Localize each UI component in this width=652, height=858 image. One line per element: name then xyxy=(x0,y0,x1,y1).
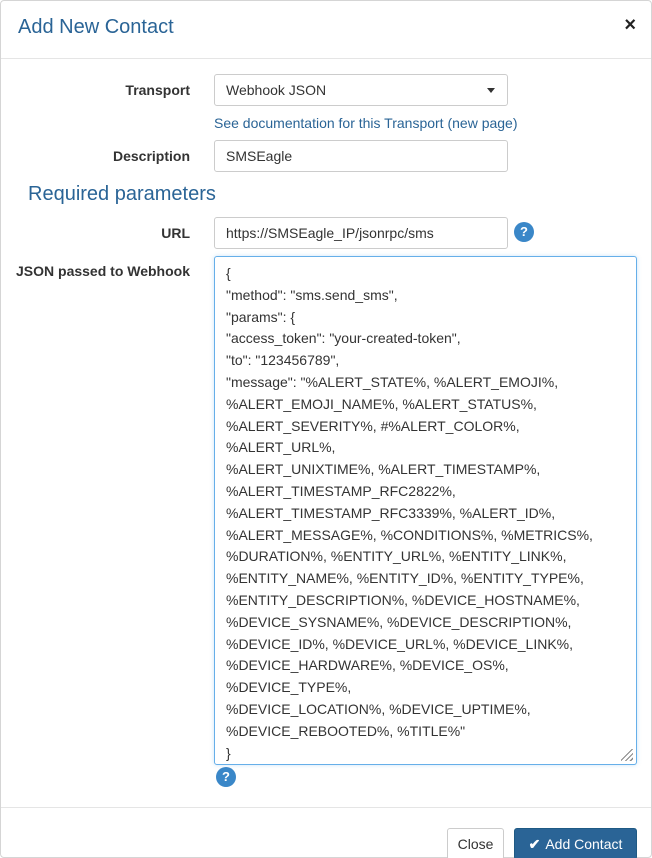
modal-header xyxy=(1,1,651,59)
add-contact-button[interactable] xyxy=(514,828,637,858)
transport-selected-value: Webhook JSON xyxy=(226,82,327,98)
check-icon: ✔ xyxy=(528,836,541,852)
url-label: URL xyxy=(161,225,190,241)
caret-down-icon xyxy=(487,88,495,93)
json-textarea[interactable]: { "method": "sms.send_sms", "params": { "access_token": "your-created-token", "to": "123456789", "message": "%ALERT_STATE%, %ALERT_EMOJI%, %ALERT_EMOJI_NAME%, %ALERT_STATUS%, %ALERT_SEVERITY%, #%ALERT_COLOR%, %ALERT_URL%, %ALERT_UNIXTIME%, %ALERT_TIMESTAMP%, %ALERT_TIMESTAMP_RFC2822%, %ALERT_TIMESTAMP_RFC3339%, %ALERT_ID%, %ALERT_MESSAGE%, %CONDITIONS%, %METRICS%, %DURATION%, %ENTITY_URL%, %ENTITY_LINK%, %ENTITY_NAME%, %ENTITY_ID%, %ENTITY_TYPE%, %ENTITY_DESCRIPTION%, %DEVICE_HOSTNAME%, %DEVICE_SYSNAME%, %DEVICE_DESCRIPTION%, %DEVICE_ID%, %DEVICE_URL%, %DEVICE_LINK%, %DEVICE_HARDWARE%, %DEVICE_OS%, %DEVICE_TYPE%, %DEVICE_LOCATION%, %DEVICE_UPTIME%, %DEVICE_REBOOTED%, %TITLE%" } xyxy=(214,256,637,765)
required-parameters-heading: Required parameters xyxy=(28,183,216,205)
add-contact-label: Add Contact xyxy=(545,836,623,852)
transport-select[interactable] xyxy=(214,74,508,106)
description-label: Description xyxy=(112,148,190,164)
json-label: JSON passed to Webhook xyxy=(16,263,190,279)
close-icon[interactable]: × xyxy=(624,14,636,36)
transport-label: Transport xyxy=(125,82,190,98)
transport-documentation-link[interactable]: See documentation for this Transport (new page) xyxy=(214,115,518,131)
modal-title: Add New Contact xyxy=(18,16,174,38)
close-button[interactable]: Close xyxy=(447,828,504,858)
description-input[interactable]: SMSEagle xyxy=(214,140,508,172)
textarea-resize-handle[interactable] xyxy=(621,749,633,761)
modal-footer xyxy=(1,807,651,858)
json-help-icon[interactable]: ? xyxy=(216,767,236,787)
url-input[interactable]: https://SMSEagle_IP/jsonrpc/sms xyxy=(214,217,508,249)
url-help-icon[interactable]: ? xyxy=(514,222,534,242)
